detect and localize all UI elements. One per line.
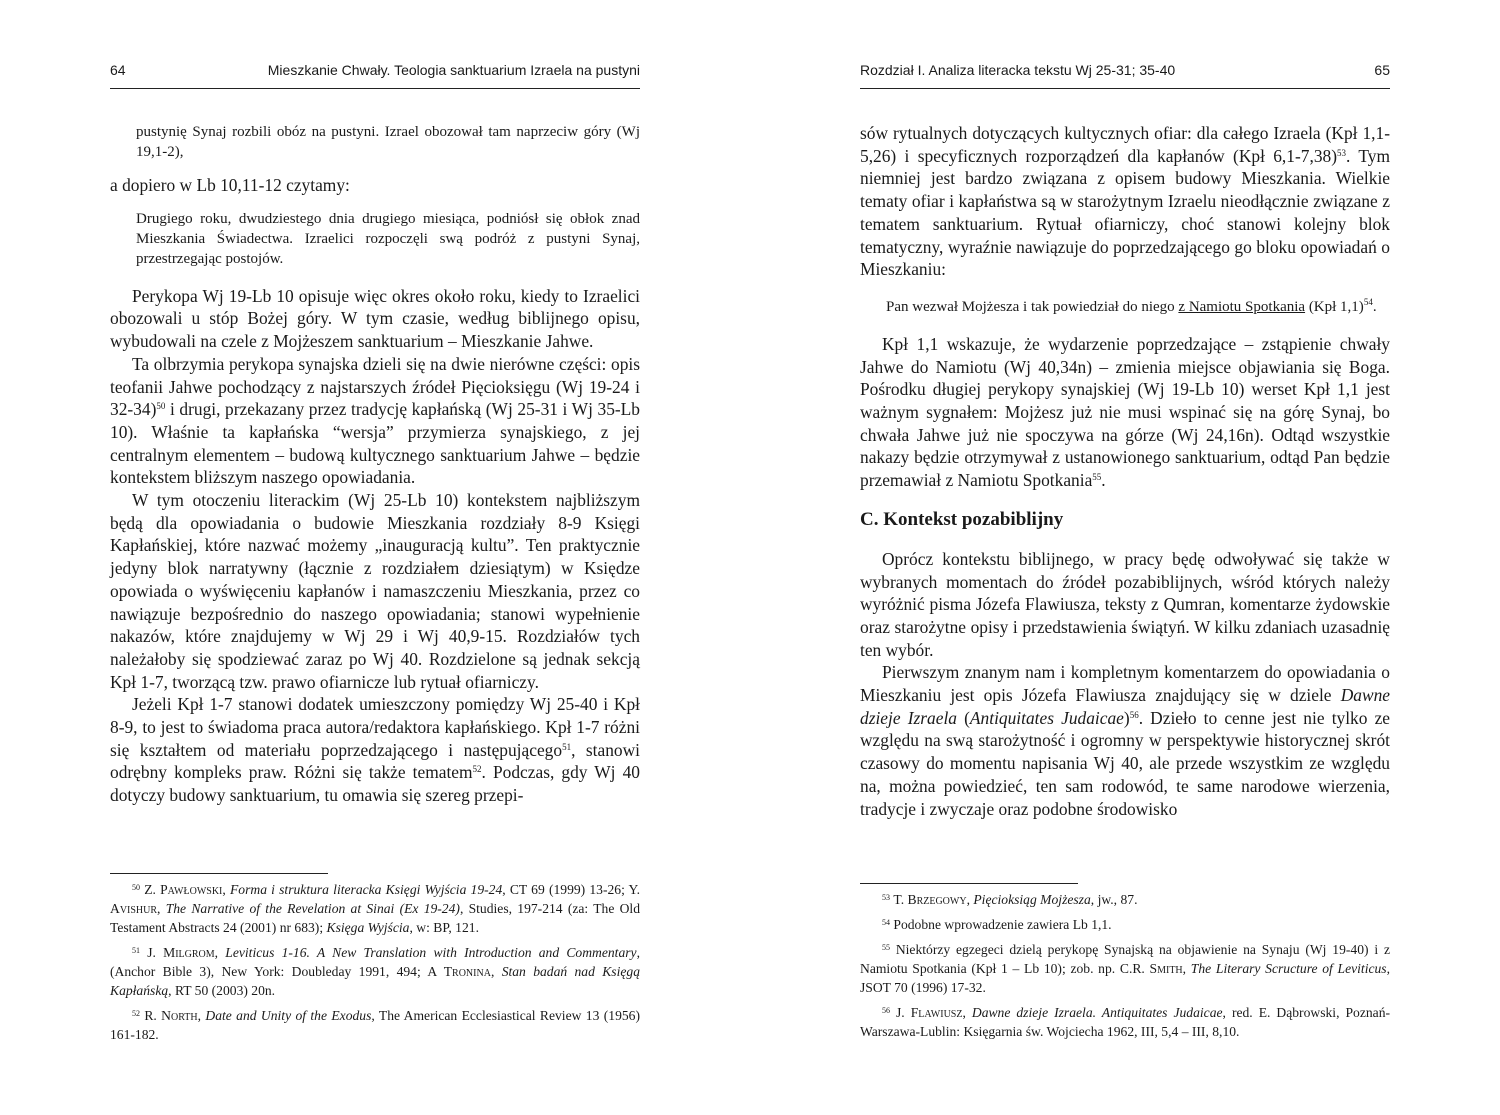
right-page-number: 65: [1374, 62, 1390, 78]
left-block-quote-1: pustynię Synaj rozbili obóz na pustyni. Izrael obozował tam naprzeciw góry (Wj 19,1-2),: [136, 124, 640, 160]
left-paragraph-1: Perykopa Wj 19-Lb 10 opisuje więc okres około roku, kiedy to Izraelici obozowali u stóp Bożej góry. W tym czasie, według biblijnego opisu, wybudowali na czele z Mojżeszem sanktuarium – Mieszkanie Jahwe.: [110, 285, 640, 352]
right-paragraph-2: Kpł 1,1 wskazuje, że wydarzenie poprzedzające – zstąpienie chwały Jahwe do Namiotu (Wj 40,34n) – zmienia miejsce objawiania się Boga. Pośrodku długiej perykopy synajskiej (Wj 19-Lb 10) werset Kpł 1,1 jest ważnym sygnałem: Mojżesz już nie musi wspinać się na górę Synaj, bo chwała Jahwe już nie spoczywa na górze (Wj 24,16n). Odtąd wszystkie nakazy będzie otrzymywał z ustanowionego sanktuarium, odtąd Pan będzie przemawiał z Namiotu Spotkania$^{55}$.: [860, 333, 1390, 491]
left-page: [110, 0, 640, 1115]
right-paragraph-3: Oprócz kontekstu biblijnego, w pracy będę odwoływać się także w wybranych momentach do źródeł pozabiblijnych, wśród których należy wyróżnić pisma Józefa Flawiusza, teksty z Qumran, komentarze żydowskie oraz starożytne opisy i przedstawienia świątyń. W kilku zdaniach uzasadnię ten wybór.: [860, 548, 1390, 660]
footnote-55: $^{55}$ Niektórzy egzegeci dzielą perykopę Synajską na objawienie na Synaju (Wj 19-40) i z Namiotu Spotkania (Kpł 1 – Lb 10); zob. np. C.R. Smith, The Literary Scructure of Leviticus, JSOT 70 (1996) 17-32.: [860, 942, 1391, 995]
right-running-title: Rozdział I. Analiza literacka tekstu Wj 25-31; 35-40: [860, 62, 1176, 78]
left-footnotes: [110, 880, 640, 1050]
footnote-ref-52[interactable]: 52: [472, 764, 482, 775]
footnote-ref-55[interactable]: 55: [1092, 472, 1102, 483]
left-running-header: [110, 62, 640, 89]
right-footnotes: [860, 890, 1390, 1047]
right-running-header: [860, 62, 1390, 89]
footnote-53: $^{53}$ T. Brzegowy, Pięcioksiąg Mojżesza, jw., 87.: [882, 892, 1138, 907]
right-page: [860, 0, 1390, 1115]
footnote-ref-53[interactable]: 53: [1337, 147, 1346, 158]
section-heading: C. Kontekst pozabiblijny: [860, 508, 1064, 530]
footnote-54: $^{54}$ Podobne wprowadzenie zawiera Lb 1,1.: [882, 917, 1112, 932]
footnote-ref-54[interactable]: 54: [1363, 296, 1373, 307]
left-paragraph-2: Ta olbrzymia perykopa synajska dzieli się na dwie nierówne części: opis teofanii Jahwe pochodzący z najstarszych źródeł Pięcioksięgu (Wj 19-24 i 32-34)$^{50}$ i drugi, przekazany przez tradycję kapłańską (Wj 25-31 i Wj 35-Lb 10). Właśnie ta kapłańska “wersja” przymierza synajskiego, z jej centralnym elementem – budową kultycznego sanktuarium Jahwe – będzie kontekstem bliższym naszego opowiadania.: [110, 353, 640, 488]
footnote-ref-51[interactable]: 51: [562, 741, 572, 752]
footnote-56: $^{56}$ J. Flawiusz, Dawne dzieje Izraela. Antiquitates Judaicae, red. E. Dąbrowski, Poznań-Warszawa-Lublin: Księgarnia św. Wojciecha 1962, III, 5,4 – III, 8,10.: [860, 1005, 1391, 1039]
right-footnote-rule: [860, 883, 1078, 884]
footnote-50: $^{50}$ Z. Pawłowski, Forma i struktura literacka Księgi Wyjścia 19-24, CT 69 (1999) 13-26; Y. Avishur, The Narrative of the Revelation at Sinai (Ex 19-24), Studies, 197-214 (za: The Old Testament Abstracts 24 (2001) nr 683); Księga Wyjścia, w: BP, 121.: [110, 882, 641, 935]
right-body-text: [860, 122, 1390, 820]
left-paragraph-4: Jeżeli Kpł 1-7 stanowi dodatek umieszczony pomiędzy Wj 25-40 i Kpł 8-9, to jest to świadoma praca autora/redaktora kapłańskiego. Kpł 1-7 różni się kształtem od materiału poprzedzającego i następującego$^{51}$, stanowi odrębny kompleks praw. Różni się także tematem$^{52}$. Podczas, gdy Wj 40 dotyczy budowy sanktuarium, tu omawia się szereg przepi-: [110, 694, 641, 806]
left-body-text: [110, 122, 640, 807]
left-block-quote-2: Drugiego roku, dwudziestego dnia drugiego miesiąca, podniósł się obłok znad Mieszkania Świadectwa. Izraelici rozpoczęli swą podróż z pustyni Synaj, przestrzegając postojów.: [136, 210, 640, 267]
footnote-52: $^{52}$ R. North, Date and Unity of the Exodus, The American Ecclesiastical Review 13 (1956) 161-182.: [110, 1008, 640, 1042]
left-paragraph-intro: a dopiero w Lb 10,11-12 czytamy:: [110, 175, 350, 195]
left-running-title: Mieszkanie Chwały. Teologia sanktuarium Izraela na pustyni: [267, 62, 640, 78]
footnote-ref-56[interactable]: 56: [1129, 709, 1139, 720]
left-page-number: 64: [110, 62, 126, 78]
right-paragraph-4: Pierwszym znanym nam i kompletnym komentarzem do opowiadania o Mieszkaniu jest opis Józefa Flawiusza znajdujący się w dziele Dawne dzieje Izraela (Antiquitates Judaicae)$^{56}$. Dzieło to cenne jest nie tylko ze względu na swą starożytność i ogromny w perspektywie historycznej skrót czasowy do momentu napisania Wj 40, ale przede wszystkim ze względu na, można powiedzieć, ten sam rodowód, te same narodowe wierzenia, tradycje i zwyczaje oraz podobne środowisko: [860, 662, 1391, 819]
left-footnote-rule: [110, 873, 328, 874]
footnote-ref-50[interactable]: 50: [156, 401, 166, 412]
footnote-51: $^{51}$ J. Milgrom, Leviticus 1-16. A New Translation with Introduction and Commentary, (Anchor Bible 3), New York: Doubleday 1991, 494; A Tronina, Stan badań nad Księgą Kapłańską, RT 50 (2003) 20n.: [110, 945, 641, 998]
left-paragraph-3: W tym otoczeniu literackim (Wj 25-Lb 10) kontekstem najbliższym będą dla opowiadania o budowie Mieszkania rozdziały 8-9 Księgi Kapłańskiej, które nazwać możemy „inauguracją kultu”. Ten praktycznie jedyny blok narratywny (łącznie z rozdziałem dziesiątym) w Księdze opowiada o wyświęceniu kapłanów i namaszczeniu Mieszkania, przez co nawiązuje bezpośrednio do naszego opowiadania; stanowi wypełnienie nakazów, które znajdujemy w Wj 29 i Wj 40,9-15. Rozdziałów tych należałoby się spodziewać zaraz po Wj 40. Rozdzielone są jednak sekcją Kpł 1-7, tworzącą tzw. prawo ofiarnicze lub rytuał ofiarniczy.: [110, 490, 640, 692]
right-block-quote: Pan wezwał Mojżesza i tak powiedział do niego z Namiotu Spotkania (Kpł 1,1)$^{54}$.: [886, 296, 1377, 315]
right-paragraph-1: sów rytualnych dotyczących kultycznych ofiar: dla całego Izraela (Kpł 1,1-5,26) i specyficznych rozporządzeń dla kapłanów (Kpł 6,1-7,38)$^{53}$. Tym niemniej jest bardzo związana z opisem budowy Mieszkania. Wielkie tematy ofiar i kapłaństwa są w starożytnym Izraelu nieodłącznie związane z tematem sanktuarium. Rytuał ofiarniczy, choć stanowi kolejny blok tematyczny, wyraźnie nawiązuje do poprzedzającego go bloku opowiadań o Mieszkaniu:: [860, 123, 1390, 280]
